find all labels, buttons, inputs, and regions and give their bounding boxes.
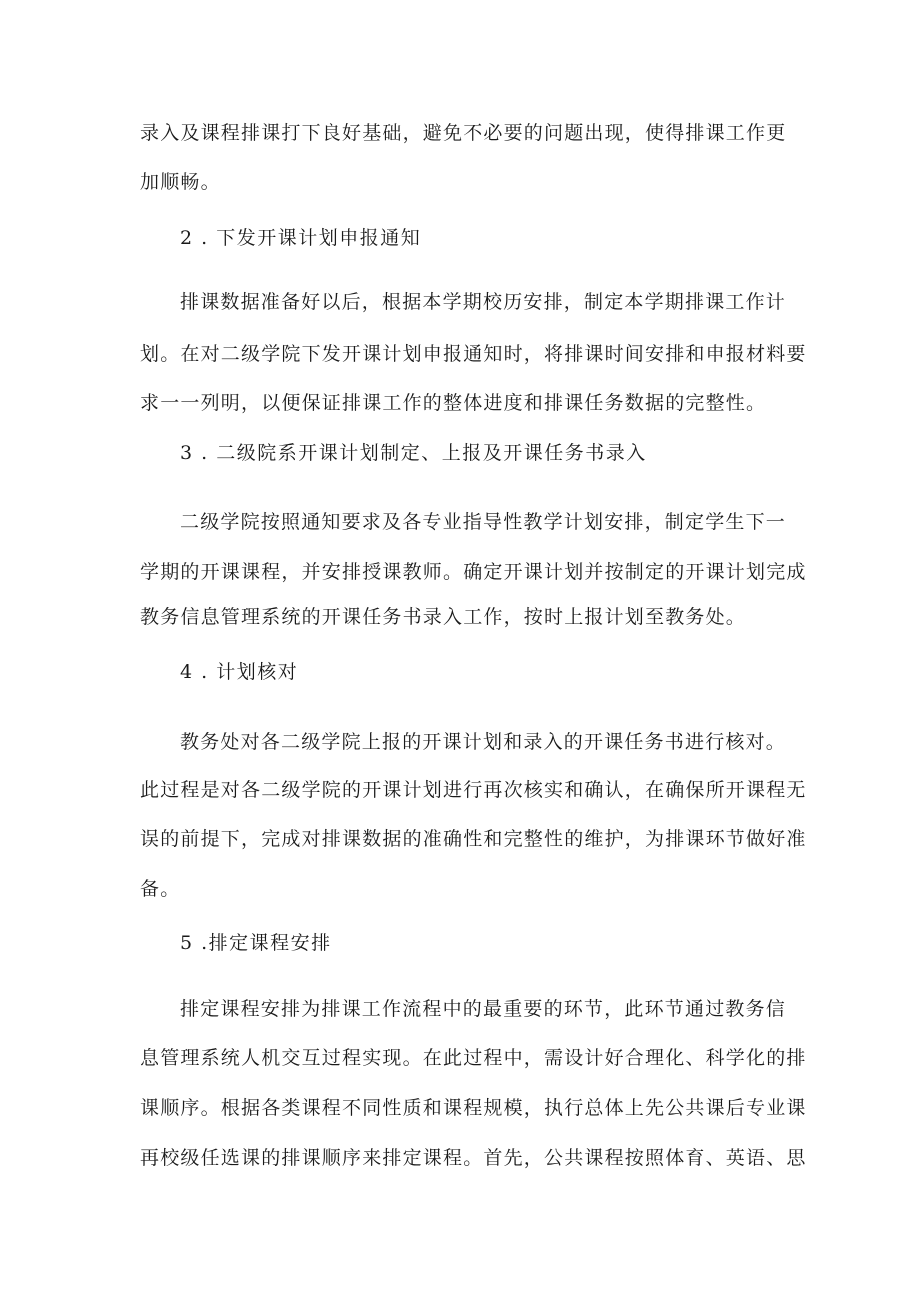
- paragraph-line: 教务处对各二级学院上报的开课计划和录入的开课任务书进行核对。: [180, 731, 787, 753]
- paragraph-line: 学期的开课课程，并安排授课教师。确定开课计划并按制定的开课计划完成: [140, 561, 807, 583]
- section-heading-5: 5 .排定课程安排: [180, 932, 332, 954]
- paragraph-line: 录入及课程排课打下良好基础，避免不必要的问题出现，使得排课工作更: [140, 122, 787, 144]
- section-heading-4: 4 . 计划核对: [180, 661, 299, 683]
- paragraph-line: 二级学院按照通知要求及各专业指导性教学计划安排，制定学生下一: [180, 511, 787, 533]
- paragraph-line: 加顺畅。: [140, 171, 221, 193]
- paragraph-line: 再校级任选课的排课顺序来排定课程。首先，公共课程按照体育、英语、思: [140, 1147, 807, 1169]
- paragraph-line: 划。在对二级学院下发开课计划申报通知时，将排课时间安排和申报材料要: [140, 343, 807, 365]
- section-heading-2: 2 . 下发开课计划申报通知: [180, 227, 422, 249]
- paragraph-line: 教务信息管理系统的开课任务书录入工作，按时上报计划至教务处。: [140, 606, 747, 628]
- paragraph-line: 课顺序。根据各类课程不同性质和课程规模，执行总体上先公共课后专业课: [140, 1097, 807, 1119]
- paragraph-line: 此过程是对各二级学院的开课计划进行再次核实和确认，在确保所开课程无: [140, 779, 807, 801]
- paragraph-line: 排课数据准备好以后，根据本学期校历安排，制定本学期排课工作计: [180, 291, 787, 313]
- paragraph-line: 求一一列明，以便保证排课工作的整体进度和排课任务数据的完整性。: [140, 392, 767, 414]
- paragraph-line: 备。: [140, 878, 181, 900]
- paragraph-line: 排定课程安排为排课工作流程中的最重要的环节，此环节通过教务信: [180, 998, 787, 1020]
- paragraph-line: 息管理系统人机交互过程实现。在此过程中，需设计好合理化、科学化的排: [140, 1047, 807, 1069]
- paragraph-line: 误的前提下，完成对排课数据的准确性和完整性的维护，为排课环节做好准: [140, 828, 807, 850]
- section-heading-3: 3 . 二级院系开课计划制定、上报及开课任务书录入: [180, 442, 647, 464]
